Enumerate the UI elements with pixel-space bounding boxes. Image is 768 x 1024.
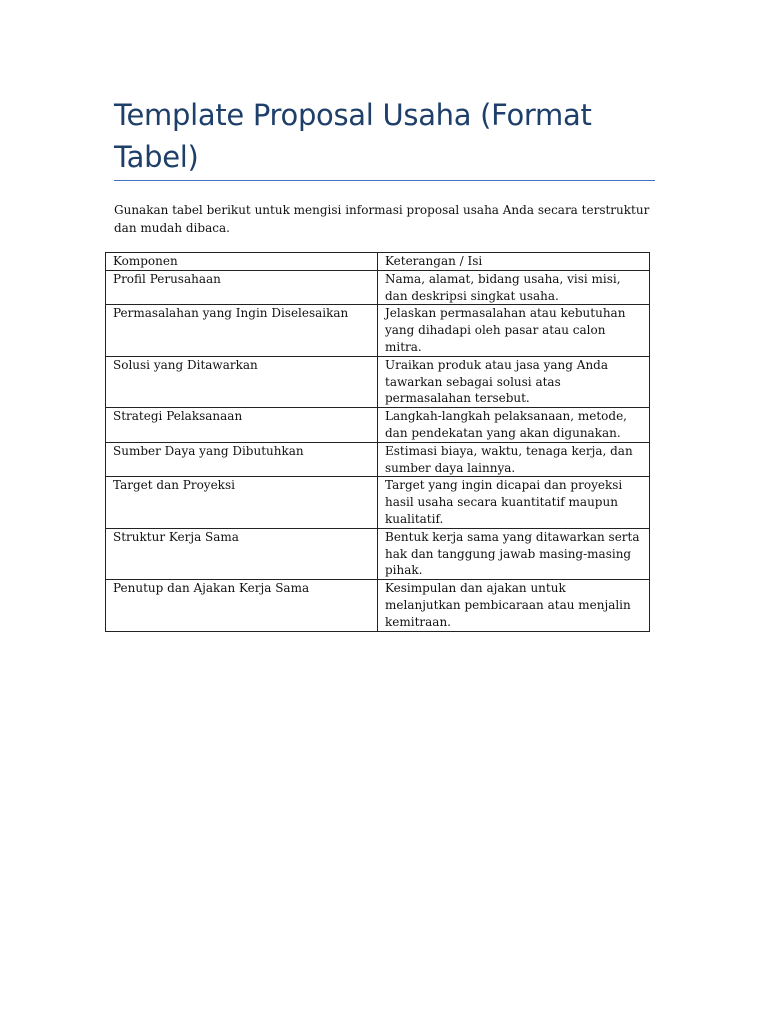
proposal-table (105, 252, 650, 632)
cell-component: Solusi yang Ditawarkan (106, 356, 378, 407)
cell-description: Kesimpulan dan ajakan untuk melanjutkan pembicaraan atau menjalin kemitraan. (378, 580, 650, 631)
cell-component: Penutup dan Ajakan Kerja Sama (106, 580, 378, 631)
cell-description: Bentuk kerja sama yang ditawarkan serta hak dan tanggung jawab masing-masing pihak. (378, 528, 650, 579)
cell-component: Struktur Kerja Sama (106, 528, 378, 579)
table-row (106, 580, 650, 631)
cell-component: Strategi Pelaksanaan (106, 408, 378, 443)
cell-description: Estimasi biaya, waktu, tenaga kerja, dan sumber daya lainnya. (378, 442, 650, 477)
table-header-row (106, 253, 650, 271)
cell-description: Jelaskan permasalahan atau kebutuhan yang dihadapi oleh pasar atau calon mitra. (378, 305, 650, 356)
header-component: Komponen (106, 253, 378, 271)
cell-description: Nama, alamat, bidang usaha, visi misi, dan deskripsi singkat usaha. (378, 270, 650, 305)
table-row (106, 528, 650, 579)
cell-component: Permasalahan yang Ingin Diselesaikan (106, 305, 378, 356)
cell-description: Langkah-langkah pelaksanaan, metode, dan pendekatan yang akan digunakan. (378, 408, 650, 443)
table-row (106, 305, 650, 356)
cell-component: Sumber Daya yang Dibutuhkan (106, 442, 378, 477)
document-title: Template Proposal Usaha (Format Tabel) (114, 98, 592, 174)
cell-component: Target dan Proyeksi (106, 477, 378, 528)
table-row (106, 408, 650, 443)
cell-component: Profil Perusahaan (106, 270, 378, 305)
header-description: Keterangan / Isi (378, 253, 650, 271)
title-underline (114, 180, 655, 181)
table-row (106, 442, 650, 477)
cell-description: Uraikan produk atau jasa yang Anda tawarkan sebagai solusi atas permasalahan tersebut. (378, 356, 650, 407)
intro-paragraph: Gunakan tabel berikut untuk mengisi informasi proposal usaha Anda secara terstruktur dan mudah dibaca. (114, 203, 650, 235)
cell-description: Target yang ingin dicapai dan proyeksi hasil usaha secara kuantitatif maupun kualitatif. (378, 477, 650, 528)
table-row (106, 477, 650, 528)
table-row (106, 270, 650, 305)
table-row (106, 356, 650, 407)
